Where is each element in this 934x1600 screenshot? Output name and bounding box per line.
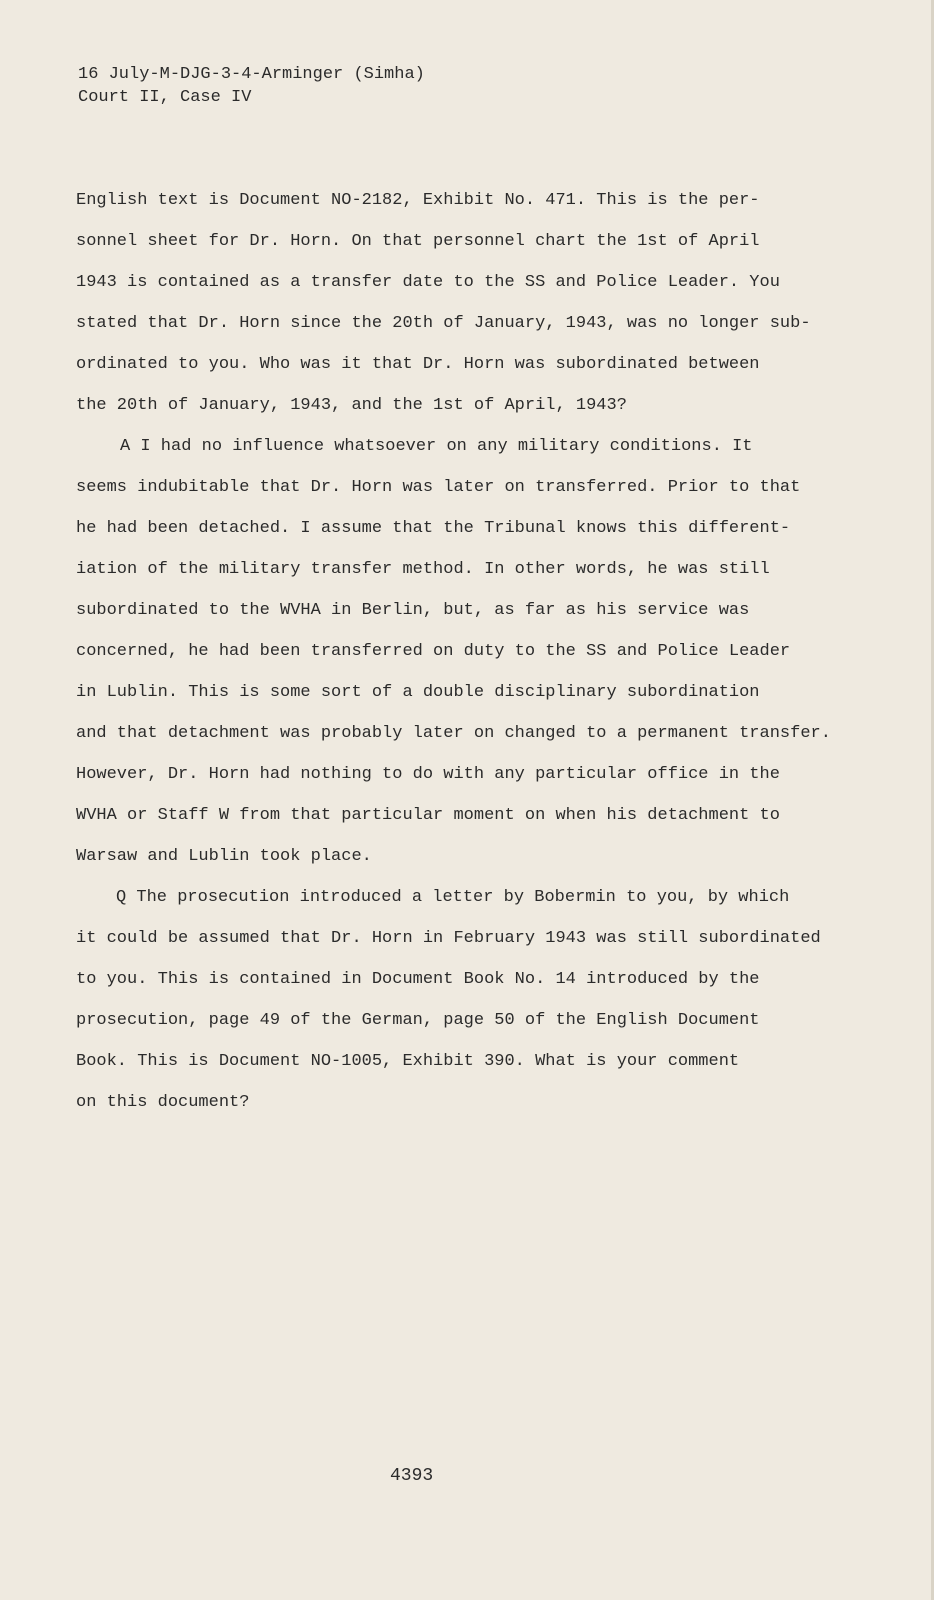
p3-line-6: on this document?	[76, 1093, 250, 1112]
p2-line-6: concerned, he had been transferred on duty to the SS and Police Leader	[76, 642, 791, 661]
p3-line-2: it could be assumed that Dr. Horn in February 1943 was still subordinated	[76, 929, 821, 948]
p2-line-9: However, Dr. Horn had nothing to do with any particular office in the	[76, 765, 780, 784]
p1-line-5: ordinated to you. Who was it that Dr. Horn was subordinated between	[76, 355, 760, 374]
p2-line-2: seems indubitable that Dr. Horn was later on transferred. Prior to that	[76, 478, 801, 497]
p3-line-1: Q The prosecution introduced a letter by Bobermin to you, by which	[116, 888, 790, 907]
header-line-2: Court II, Case IV	[78, 88, 252, 107]
header-line-1: 16 July-M-DJG-3-4-Arminger (Simha)	[78, 65, 425, 84]
p3-line-4: prosecution, page 49 of the German, page 50 of the English Document	[76, 1011, 760, 1030]
p1-line-4: stated that Dr. Horn since the 20th of January, 1943, was no longer sub-	[76, 314, 811, 333]
p2-line-1: A I had no influence whatsoever on any military conditions. It	[120, 437, 753, 456]
p3-line-3: to you. This is contained in Document Book No. 14 introduced by the	[76, 970, 760, 989]
transcript-body	[76, 180, 856, 1123]
p1-line-1: English text is Document NO-2182, Exhibit No. 471. This is the per-	[76, 191, 760, 210]
p2-line-10: WVHA or Staff W from that particular moment on when his detachment to	[76, 806, 780, 825]
p3-line-5: Book. This is Document NO-1005, Exhibit 390. What is your comment	[76, 1052, 740, 1071]
p2-line-11: Warsaw and Lublin took place.	[76, 847, 372, 866]
p1-line-6: the 20th of January, 1943, and the 1st of April, 1943?	[76, 396, 627, 415]
p2-line-8: and that detachment was probably later on changed to a permanent transfer.	[76, 724, 831, 743]
p2-line-7: in Lublin. This is some sort of a double disciplinary subordination	[76, 683, 760, 702]
p2-line-5: subordinated to the WVHA in Berlin, but, as far as his service was	[76, 601, 750, 620]
p2-line-4: iation of the military transfer method. In other words, he was still	[76, 560, 770, 579]
p1-line-3: 1943 is contained as a transfer date to the SS and Police Leader. You	[76, 273, 780, 292]
p2-line-3: he had been detached. I assume that the Tribunal knows this different-	[76, 519, 791, 538]
document-header	[78, 63, 425, 109]
page-number: 4393	[390, 1466, 434, 1486]
p1-line-2: sonnel sheet for Dr. Horn. On that personnel chart the 1st of April	[76, 232, 760, 251]
